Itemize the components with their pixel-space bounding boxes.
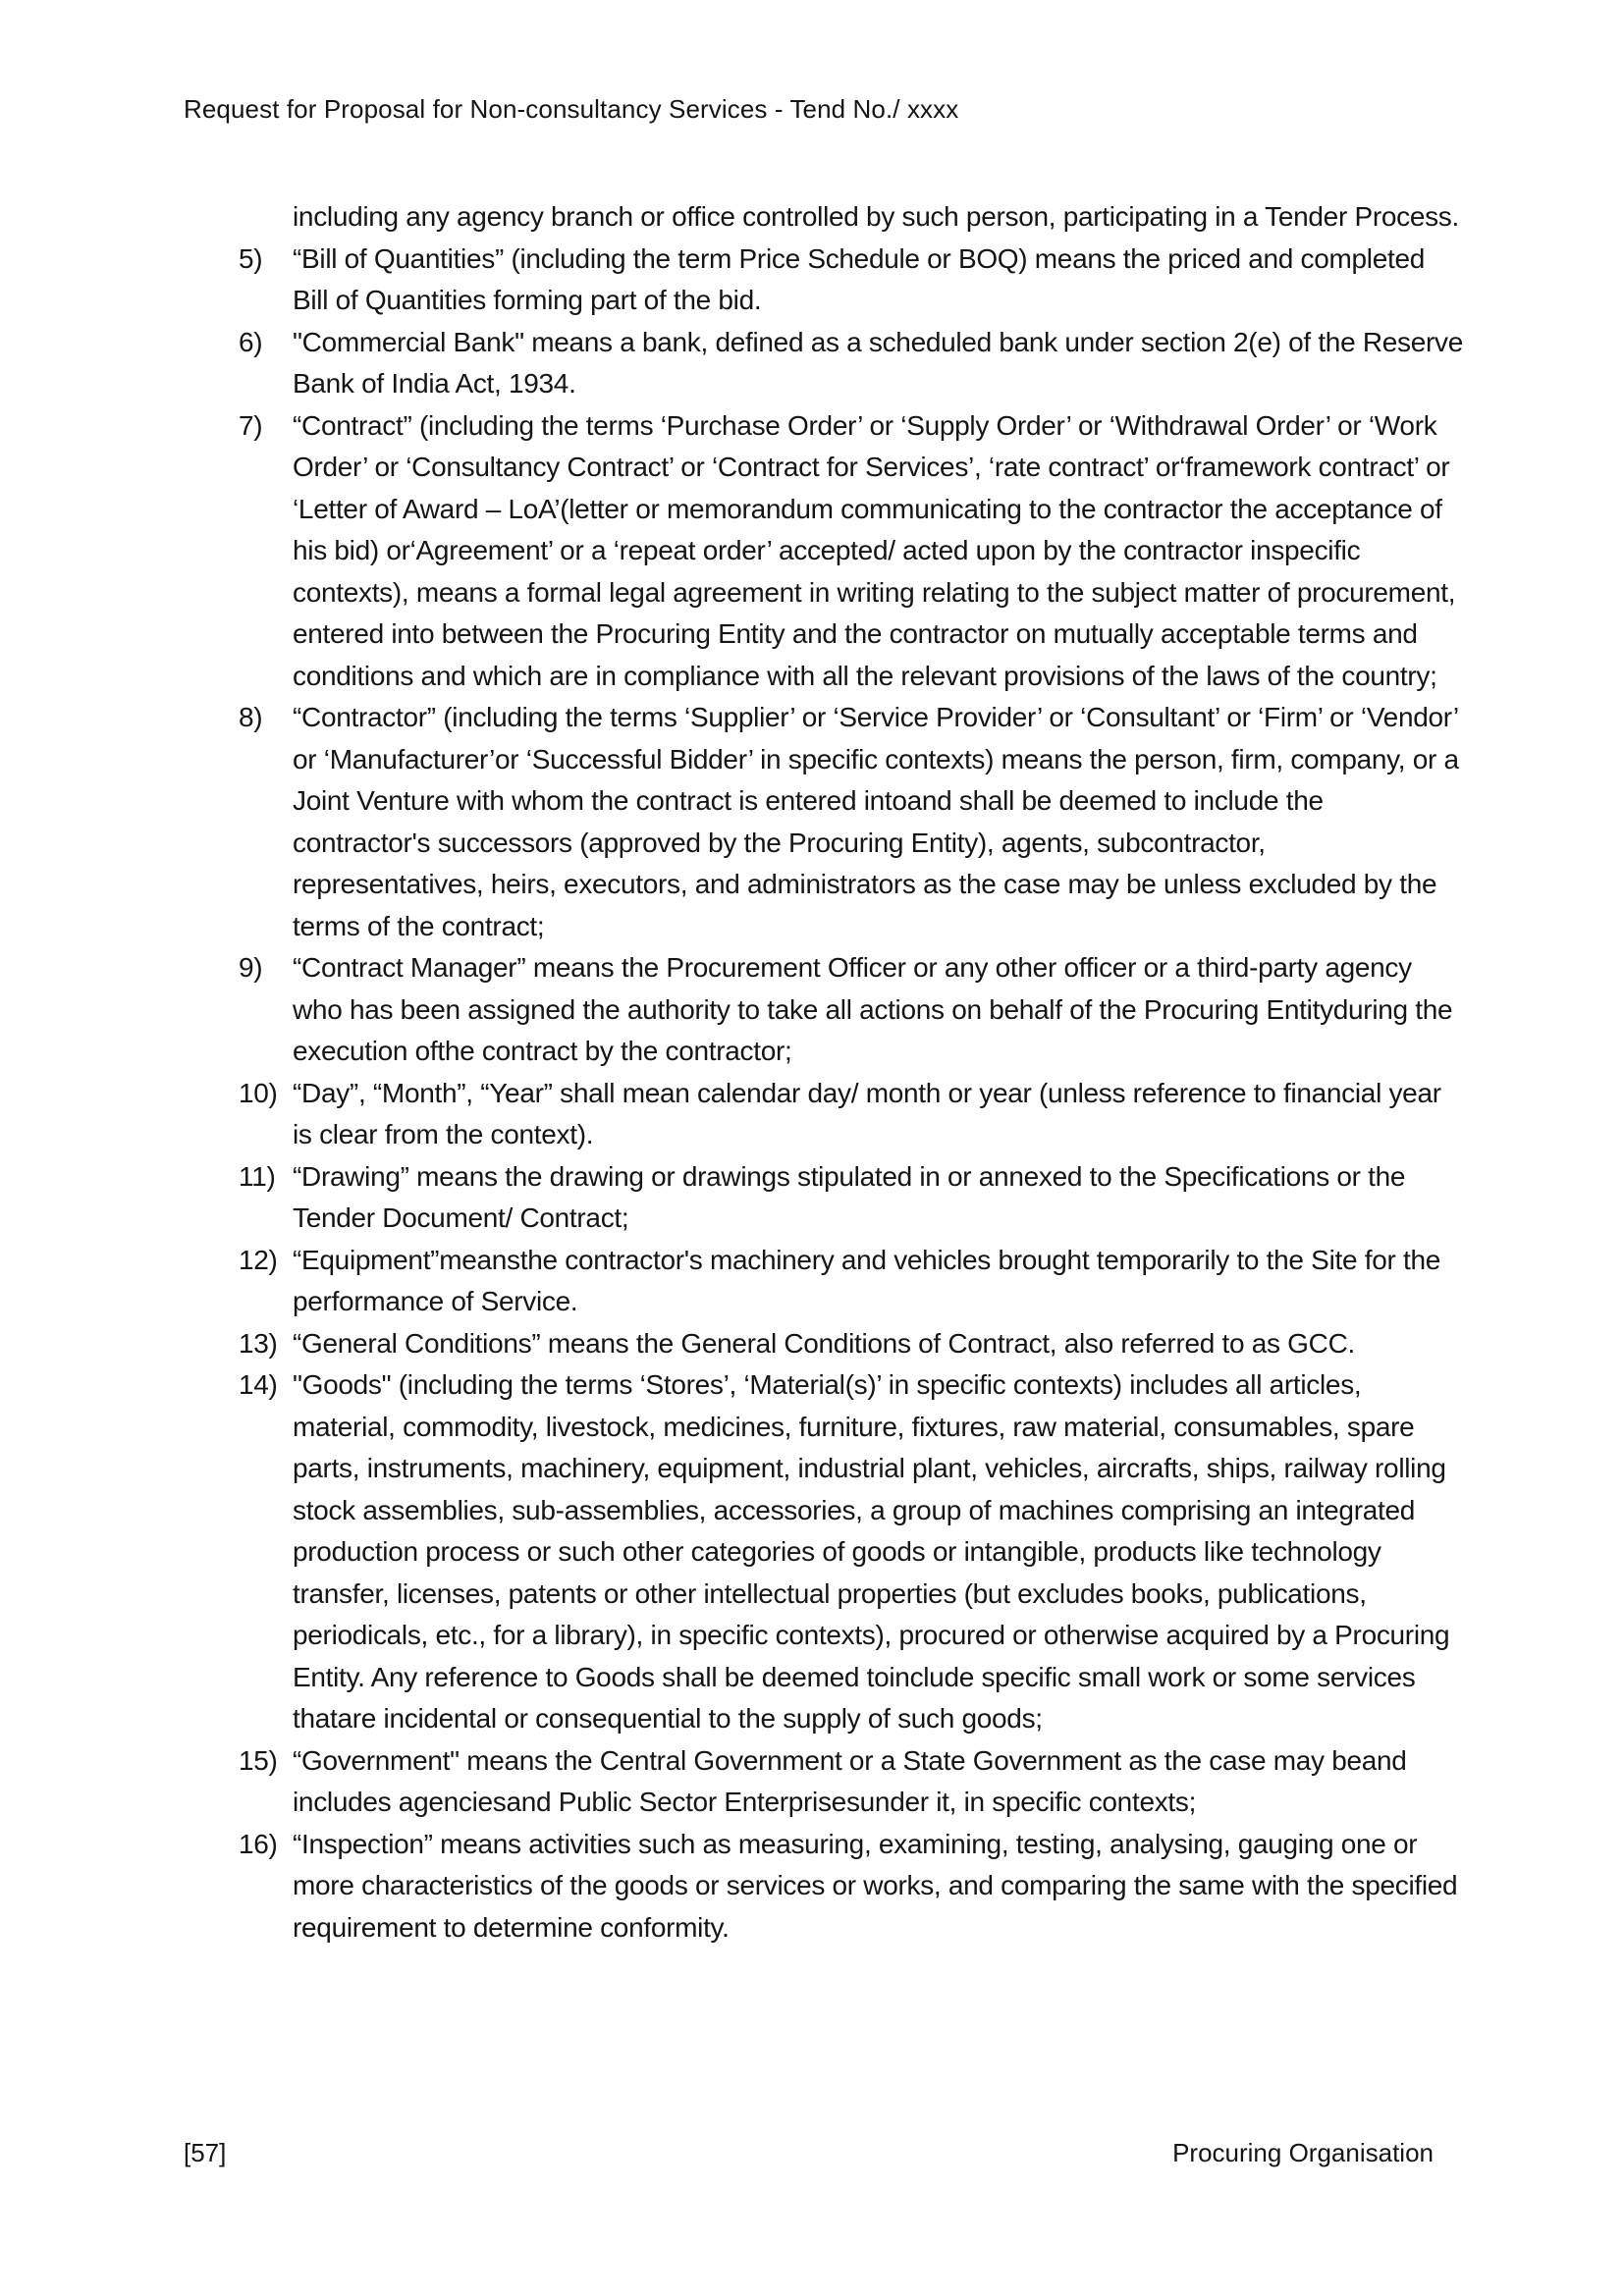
definition-item [239,1824,1463,1949]
definition-number: 14) [239,1369,278,1400]
definition-text: “Drawing” means the drawing or drawings stipulated in or annexed to the Specifications or the Tender Document/ Contract; [293,1160,1406,1233]
definition-number: 13) [239,1327,278,1359]
page-header-title: Request for Proposal for Non-consultancy Services - Tend No./ xxxx [184,94,959,124]
definition-text: “Bill of Quantities” (including the term Price Schedule or BOQ) means the priced and completed Bill of Quantities forming part of the bid. [293,242,1426,315]
definition-number: 11) [239,1160,276,1192]
definition-number: 15) [239,1744,278,1776]
definition-text: “Inspection” means activities such as measuring, examining, testing, analysing, gauging one or more characteristics of the goods or services or works, and comparing the same with the specified requirement to determine conformity. [293,1828,1458,1943]
definition-number: 16) [239,1828,278,1859]
definitions-list [239,196,1463,1949]
page-footer [184,2136,1434,2169]
definition-item [239,697,1463,947]
definition-item [239,322,1463,405]
definition-items [239,239,1463,1949]
definition-text: “Contract Manager” means the Procurement Officer or any other officer or a third-party agency who has been assigned the authority to take all actions on behalf of the Procuring Entityduring the execution ofthe contract by the contractor; [293,952,1453,1066]
definition-text: “Equipment”meansthe contractor's machinery and vehicles brought temporarily to the Site for the performance of Service. [293,1244,1440,1316]
page-number: [57] [184,2138,227,2167]
definition-number: 5) [239,242,263,274]
definition-number: 9) [239,952,263,983]
definition-number: 8) [239,702,263,732]
paragraph-continuation: including any agency branch or office controlled by such person, participating in a Tender Process. [293,201,1459,232]
definition-text: "Commercial Bank" means a bank, defined as a scheduled bank under section 2(e) of the Reserve Bank of India Act, 1934. [293,326,1463,399]
definition-item [239,947,1463,1073]
definition-item [239,1073,1463,1156]
definition-item [239,1740,1463,1824]
definition-number: 6) [239,326,263,357]
definition-item [239,1323,1463,1365]
footer-organisation-label: Procuring Organisation [1172,2138,1434,2167]
definition-text: “General Conditions” means the General Conditions of Contract, also referred to as GCC. [293,1327,1355,1359]
definition-item [239,405,1463,698]
definition-number: 12) [239,1244,278,1275]
definition-item [239,239,1463,322]
definition-text: “Contractor” (including the terms ‘Supplier’ or ‘Service Provider’ or ‘Consultant’ or ‘Firm’ or ‘Vendor’ or ‘Manufacturer’or ‘Successful Bidder’ in specific contexts) means the person, firm, company, or a Joint Venture with whom the contract is entered intoand shall be deemed to include the contractor's successors (approved by the Procuring Entity), agents, subcontractor, representatives, heirs, executors, and administrators as the case may be unless excluded by the terms of the contract; [293,702,1459,941]
definition-text: “Day”, “Month”, “Year” shall mean calendar day/ month or year (unless reference to financial year is clear from the context). [293,1077,1441,1149]
definition-number: 7) [239,409,263,441]
definition-text: “Contract” (including the terms ‘Purchase Order’ or ‘Supply Order’ or ‘Withdrawal Order’ or ‘Work Order’ or ‘Consultancy Contract’ or ‘Contract for Services’, ‘rate contract’ or‘framework contract’ or ‘Letter of Award – LoA’(letter or memorandum communicating to the contractor the acceptance of his bid) or‘Agreement’ or a ‘repeat order’ accepted/ acted upon by the contractor inspecific contexts), means a formal legal agreement in writing relating to the subject matter of procurement, entered into between the Procuring Entity and the contractor on mutually acceptable terms and conditions and which are in compliance with all the relevant provisions of the laws of the country; [293,409,1456,691]
definition-text: "Goods" (including the terms ‘Stores’, ‘Material(s)’ in specific contexts) includes all articles, material, commodity, livestock, medicines, furniture, fixtures, raw material, consumables, spare parts, instruments, machinery, equipment, industrial plant, vehicles, aircrafts, ships, railway rolling stock assemblies, sub-assemblies, accessories, a group of machines comprising an integrated production process or such other categories of goods or intangible, products like technology transfer, licenses, patents or other intellectual properties (but excludes books, publications, periodicals, etc., for a library), in specific contexts), procured or otherwise acquired by a Procuring Entity. Any reference to Goods shall be deemed toinclude specific small work or some services thatare incidental or consequential to the supply of such goods; [293,1369,1450,1734]
definition-number: 10) [239,1077,278,1108]
definition-item [239,1240,1463,1323]
definition-item [239,1156,1463,1240]
definition-text: “Government" means the Central Government or a State Government as the case may beand includes agenciesand Public Sector Enterprisesunder it, in specific contexts; [293,1744,1407,1817]
definition-item [239,1364,1463,1740]
